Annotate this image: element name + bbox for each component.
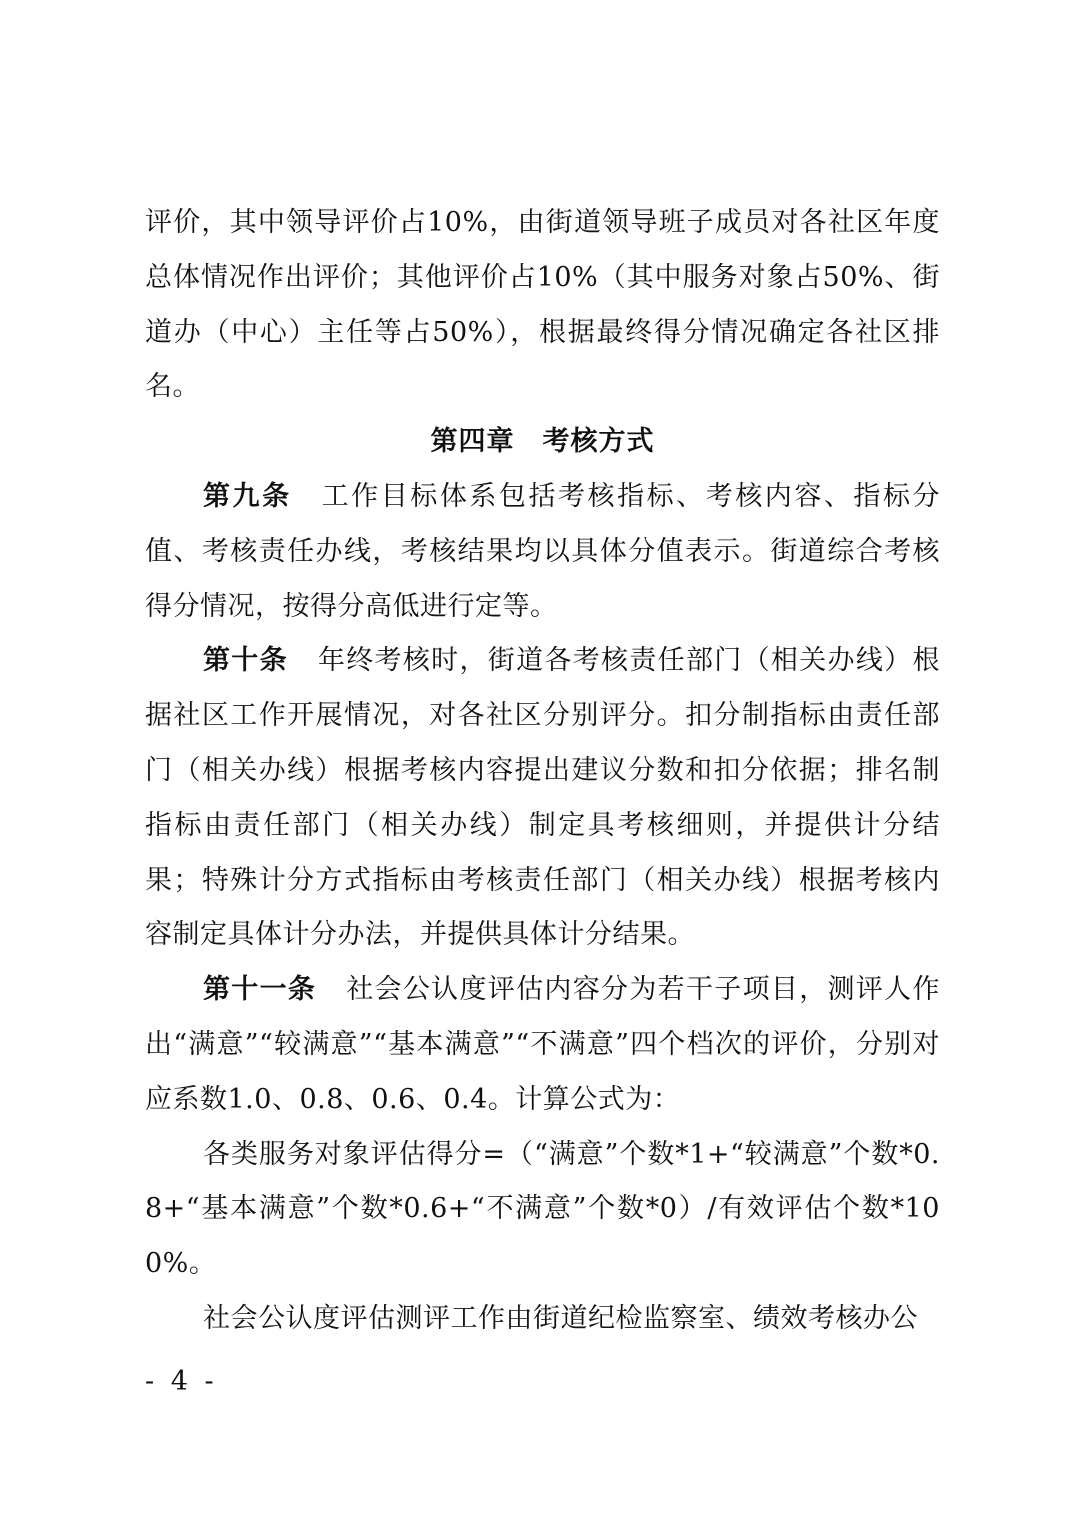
article-text: 工作目标体系包括考核指标、考核内容、指标分值、考核责任办线，考核结果均以具体分值表示。街道综合考核得分情况，按得分高低进行定等。 xyxy=(145,480,941,622)
article-text: 社会公认度评估内容分为若干子项目，测评人作出“满意”“较满意”“基本满意”“不满意”四个档次的评价，分别对应系数1.0、0.8、0.6、0.4。计算公式为： xyxy=(145,974,940,1115)
article-label: 第十一条 xyxy=(203,974,317,1006)
chapter-heading xyxy=(145,415,940,470)
intro-paragraph: 评价，其中领导评价占10%，由街道领导班子成员对各社区年度总体情况作出评价；其他评价占10%（其中服务对象占50%、街道办（中心）主任等占50%），根据最终得分情况确定各社区排名。 xyxy=(145,207,940,403)
document-body xyxy=(145,196,940,1347)
article-label: 第十条 xyxy=(203,645,288,677)
article-11 xyxy=(145,963,940,1127)
article-text: 年终考核时，街道各考核责任部门（相关办线）根据社区工作开展情况，对各社区分别评分。扣分制指标由责任部门（相关办线）根据考核内容提出建议分数和扣分依据；排名制指标由责任部门（相关办线）制定具考核细则，并提供计分结果；特殊计分方式指标由考核责任部门（相关办线）根据考核内容制定具体计分办法，并提供具体计分结果。 xyxy=(145,645,940,951)
article-10 xyxy=(145,634,940,963)
page-number: - 4 - xyxy=(145,1366,218,1397)
article-label: 第九条 xyxy=(203,480,292,512)
formula-paragraph: 各类服务对象评估得分=（“满意”个数*1+“较满意”个数*0.8+“基本满意”个数*0.6+“不满意”个数*0）/有效评估个数*100%。 xyxy=(145,1138,940,1280)
last-paragraph: 社会公认度评估测评工作由街道纪检监察室、绩效考核办公 xyxy=(203,1302,918,1334)
article-9 xyxy=(145,470,940,634)
chapter-number: 第四章 xyxy=(430,426,515,458)
chapter-title: 考核方式 xyxy=(542,426,655,458)
